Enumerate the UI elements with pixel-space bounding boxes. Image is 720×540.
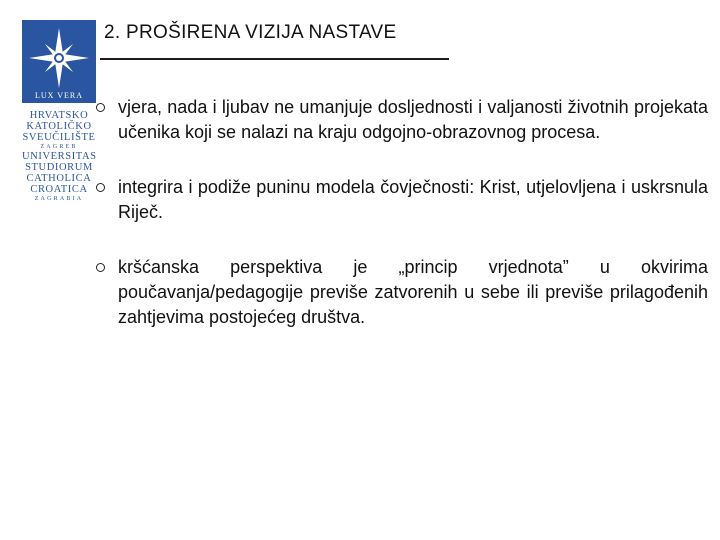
bullet-text: kršćanska perspektiva je „princip vrjednota” u okvirima poučavanja/pedagogije previše zatvorenih u sebe ili previše prilagođenih zahtjevima postojećeg društva. (118, 257, 708, 327)
bullet-text: vjera, nada i ljubav ne umanjuje dosljednosti i valjanosti životnih projekata učenika koji se nalazi na kraju odgojno-obrazovnog procesa. (118, 97, 708, 142)
logo-text-line: KATOLIČKO (26, 121, 92, 132)
hollow-circle-bullet-icon (96, 183, 105, 192)
list-item (96, 95, 708, 145)
title-underline (100, 58, 449, 60)
slide-title: 2. PROŠIRENA VIZIJA NASTAVE (104, 22, 397, 43)
hollow-circle-bullet-icon (96, 263, 105, 272)
slide-header (100, 0, 720, 62)
logo-text-line: STUDIORUM (25, 162, 93, 173)
logo-text-line: CROATICA (30, 184, 88, 195)
university-logo (0, 0, 100, 540)
logo-text-line: SVEUČILIŠTE (22, 132, 96, 143)
hollow-circle-bullet-icon (96, 103, 105, 112)
logo-text-line: CATHOLICA (26, 173, 92, 184)
logo-text-line: ZAGRABIA (34, 196, 84, 202)
logo-text-line: HRVATSKO (29, 110, 89, 121)
list-item (96, 255, 708, 330)
logo-university-name (22, 110, 96, 203)
list-item (96, 175, 708, 225)
logo-text-line: ZAGREB (40, 144, 78, 150)
bullet-text: integrira i podiže puninu modela čovječnosti: Krist, utjelovljena i uskrsnula Riječ. (118, 177, 708, 222)
logo-text-line: UNIVERSITAS (22, 151, 97, 162)
bullet-list (96, 95, 708, 330)
logo-motto: LUX VERA (34, 91, 84, 100)
